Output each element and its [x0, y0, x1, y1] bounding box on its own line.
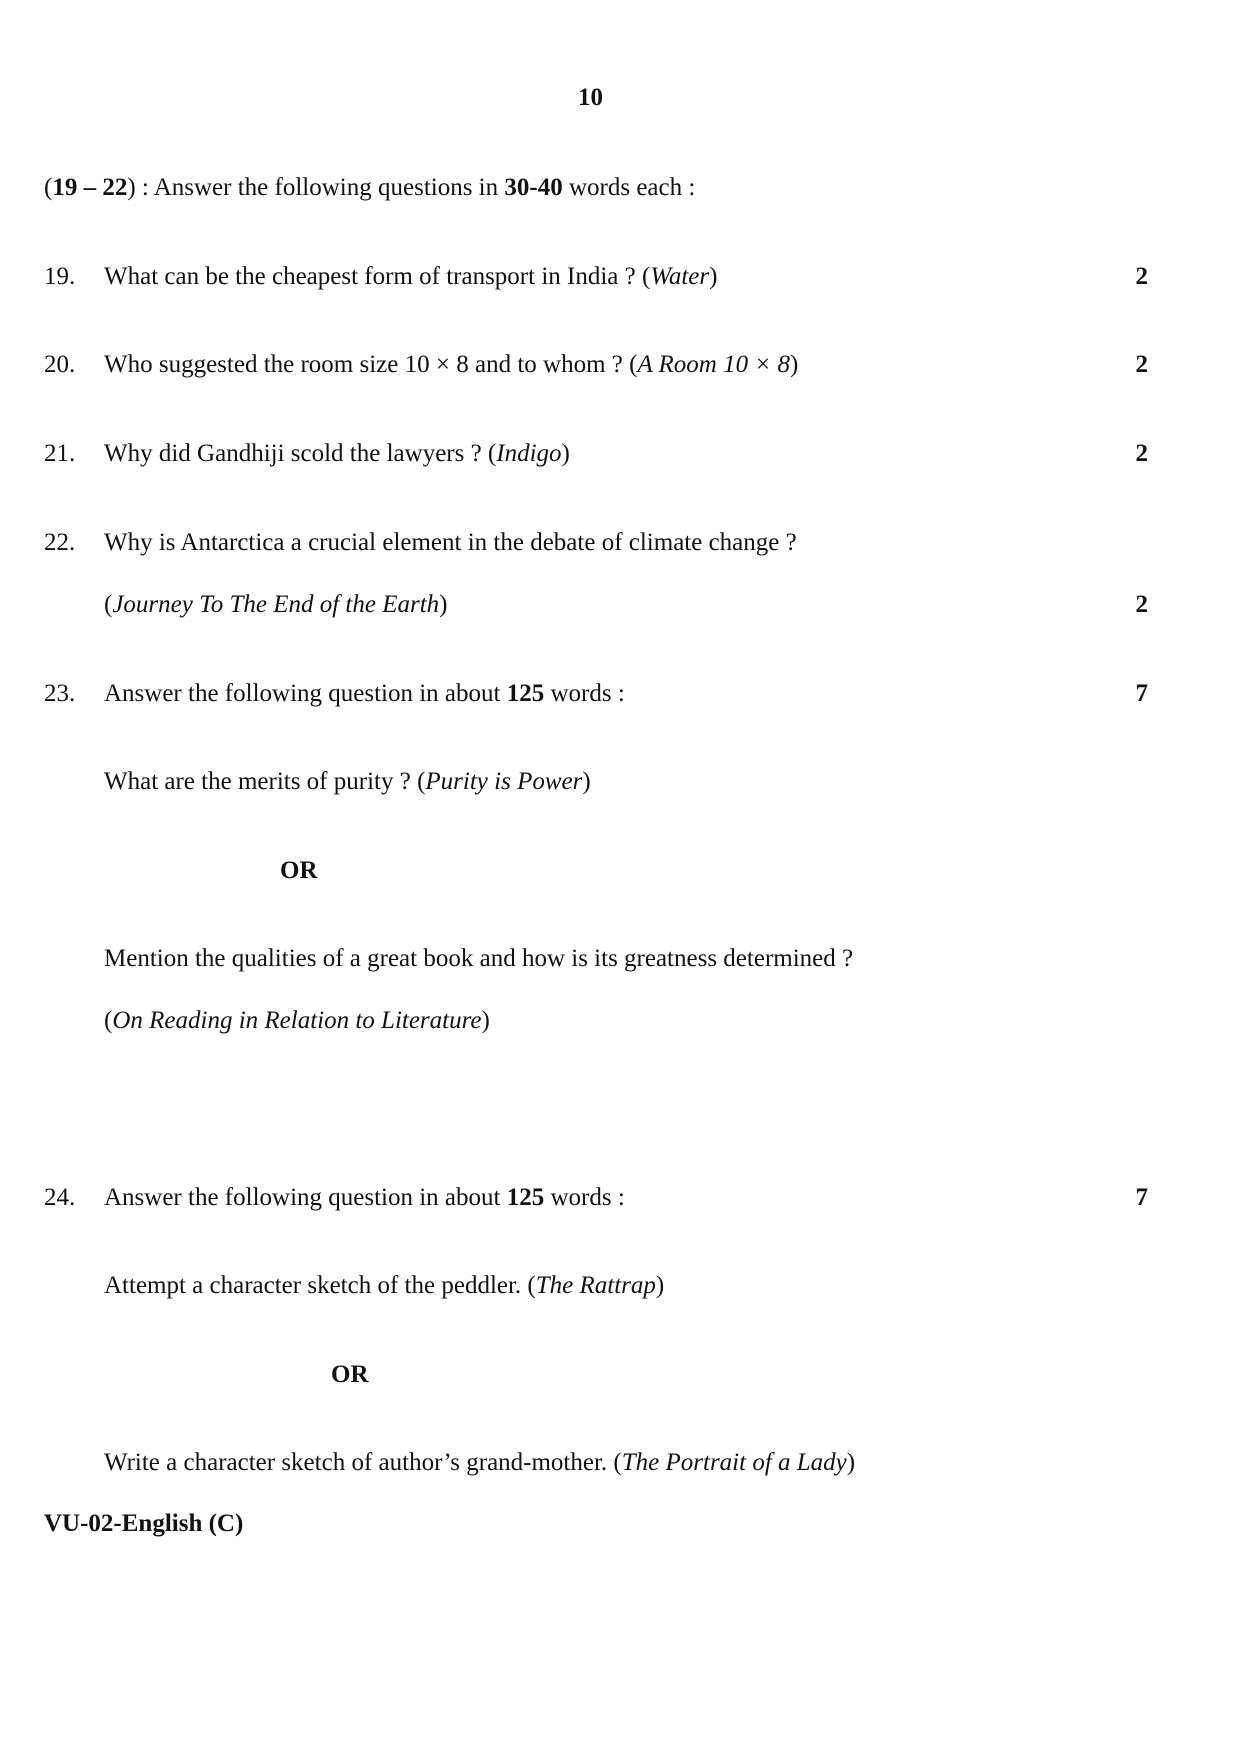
chapter-reference: The Rattrap: [535, 1272, 656, 1299]
intro-text: Answer the following question in about: [104, 680, 507, 707]
paren-close: ): [789, 351, 799, 378]
paren-open: (: [104, 591, 113, 618]
option-a: [104, 767, 591, 797]
chapter-reference: Journey To The End of the Earth: [112, 591, 440, 618]
option-text: Attempt a character sketch of the peddler. (: [104, 1272, 536, 1299]
question-number: 21.: [44, 440, 76, 467]
chapter-reference: On Reading in Relation to Literature: [112, 1007, 482, 1034]
instruction-text-end: words each :: [562, 174, 696, 201]
question-marks: 2: [1135, 351, 1148, 378]
or-separator: OR: [280, 857, 318, 884]
question-marks: 7: [1135, 680, 1148, 707]
chapter-reference: A Room 10 × 8: [637, 351, 790, 378]
question-reference-line: [104, 590, 448, 620]
question-number: 24.: [44, 1184, 76, 1211]
section-instruction-19-22: [44, 173, 695, 203]
paren-close: ): [655, 1272, 665, 1299]
paren-close: ): [709, 263, 718, 290]
word-count: 125: [506, 680, 545, 707]
option-a: [104, 1271, 664, 1301]
word-count: 30-40: [504, 174, 563, 201]
question-body: Who suggested the room size 10 × 8 and to whom ? (: [104, 351, 638, 378]
question-intro: [104, 679, 625, 709]
question-text: [104, 439, 570, 469]
word-count: 125: [506, 1184, 545, 1211]
paren-close: ): [439, 591, 448, 618]
question-marks: 2: [1135, 263, 1148, 290]
or-separator: OR: [331, 1361, 369, 1388]
paren-close: ): [561, 440, 570, 467]
question-number: 19.: [44, 263, 76, 290]
question-text: Why is Antarctica a crucial element in the debate of climate change ?: [104, 529, 797, 556]
page-number: 10: [578, 84, 603, 111]
question-body: Why did Gandhiji scold the lawyers ? (: [104, 440, 497, 467]
option-b: Mention the qualities of a great book and how is its greatness determined ?: [104, 945, 854, 972]
option-b-reference: [104, 1006, 490, 1036]
chapter-reference: The Portrait of a Lady: [621, 1449, 847, 1476]
chapter-reference: Purity is Power: [425, 768, 583, 795]
chapter-reference: Indigo: [496, 440, 562, 467]
paren-close: ): [846, 1449, 856, 1476]
paren-open: (: [44, 174, 53, 201]
intro-text-end: words :: [544, 1184, 625, 1211]
question-marks: 7: [1135, 1184, 1148, 1211]
question-text: [104, 262, 717, 292]
paren-open: (: [104, 1007, 113, 1034]
question-number: 22.: [44, 529, 76, 556]
paren-close: ): [127, 174, 136, 201]
option-b: [104, 1448, 855, 1478]
paren-close: ): [481, 1007, 490, 1034]
paren-close: ): [582, 768, 591, 795]
option-text: What are the merits of purity ? (: [104, 768, 426, 795]
option-text: Write a character sketch of author’s grand-mother. (: [104, 1449, 622, 1476]
question-number: 23.: [44, 680, 76, 707]
chapter-reference: Water: [650, 263, 710, 290]
question-number: 20.: [44, 351, 76, 378]
intro-text-end: words :: [544, 680, 625, 707]
question-marks: 2: [1135, 591, 1148, 618]
intro-text: Answer the following question in about: [104, 1184, 507, 1211]
question-intro: [104, 1183, 625, 1213]
question-body: What can be the cheapest form of transport in India ? (: [104, 263, 651, 290]
question-text: [104, 350, 798, 380]
paper-code-footer: VU-02-English (C): [44, 1510, 244, 1537]
question-marks: 2: [1135, 440, 1148, 467]
instruction-text: : Answer the following questions in: [135, 174, 505, 201]
question-range: 19 – 22: [52, 174, 128, 201]
